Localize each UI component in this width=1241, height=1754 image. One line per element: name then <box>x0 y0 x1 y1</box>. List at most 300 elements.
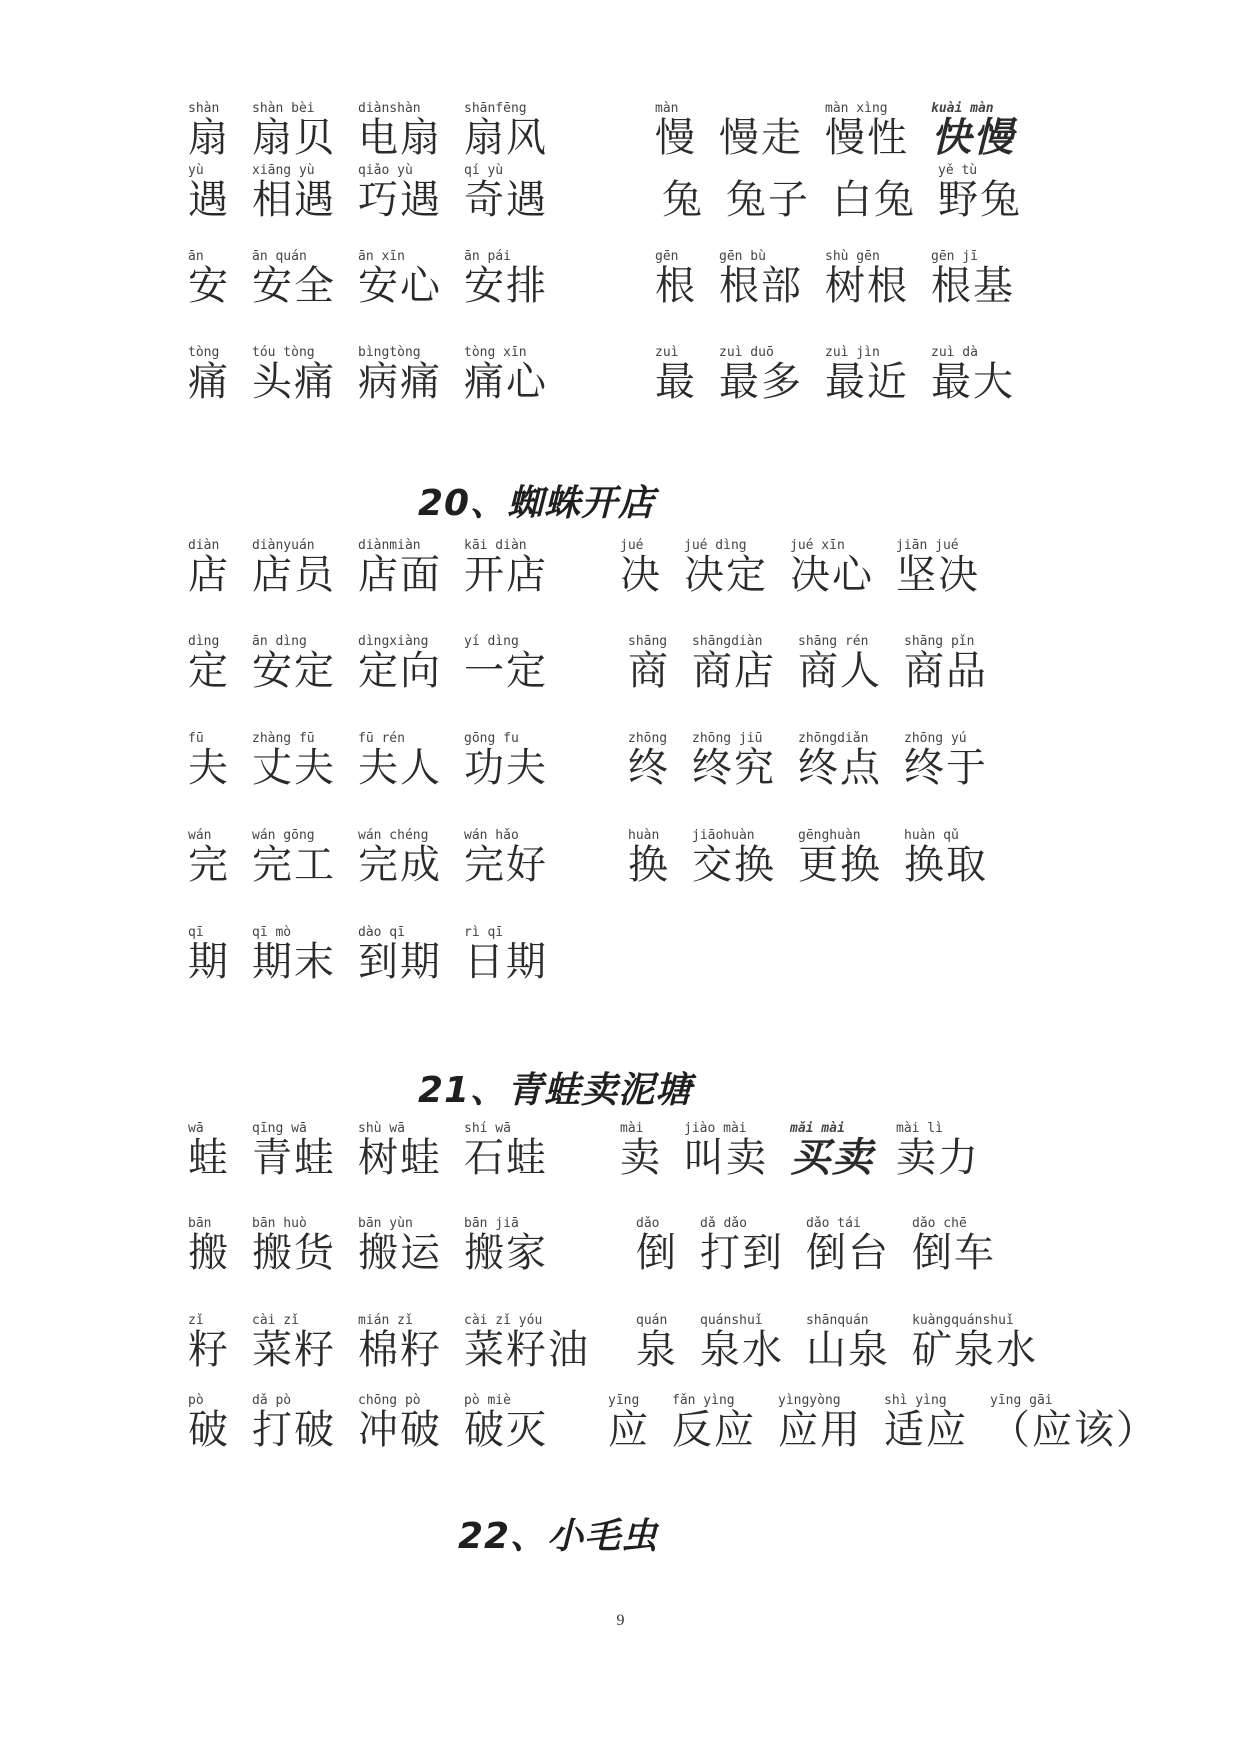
pinyin-text: jué <box>620 538 644 553</box>
hanzi-text: 日期 <box>464 939 548 985</box>
vocab-word <box>832 164 916 222</box>
hanzi-text: 决 <box>620 552 662 598</box>
vocab-word <box>931 102 1015 160</box>
vocab-row <box>628 829 1010 887</box>
pinyin-text: shāng pǐn <box>904 634 975 649</box>
vocab-word <box>358 250 442 308</box>
hanzi-text: 倒车 <box>912 1230 996 1276</box>
hanzi-text: 买卖 <box>790 1135 874 1181</box>
pinyin-text: bān yùn <box>358 1216 413 1231</box>
vocab-word <box>464 250 548 308</box>
pinyin-text: dǎo chē <box>912 1216 967 1231</box>
vocab-word <box>188 539 230 597</box>
vocab-word <box>636 1314 678 1372</box>
pinyin-text: fū <box>188 731 204 746</box>
vocab-word <box>672 1394 756 1452</box>
hanzi-text: 定向 <box>358 648 442 694</box>
hanzi-text: 安排 <box>464 263 548 309</box>
hanzi-text: 根部 <box>719 263 803 309</box>
pinyin-text: cài zǐ yóu <box>464 1313 543 1328</box>
pinyin-text: gēnghuàn <box>798 828 861 843</box>
vocab-word <box>358 1314 442 1372</box>
hanzi-text: 商 <box>628 648 670 694</box>
pinyin-text: zuì dà <box>931 345 978 360</box>
pinyin-text: jiāohuàn <box>692 828 755 843</box>
hanzi-text: 泉水 <box>700 1327 784 1373</box>
pinyin-text: bìngtòng <box>358 345 421 360</box>
pinyin-text: shāng <box>628 634 668 649</box>
pinyin-text: dào qī <box>358 925 405 940</box>
hanzi-text: 一定 <box>464 648 548 694</box>
hanzi-text: 交换 <box>692 842 776 888</box>
pinyin-text: qiǎo yù <box>358 163 413 178</box>
pinyin-text: zhōngdiǎn <box>798 731 869 746</box>
vocab-word <box>464 164 548 222</box>
hanzi-text: 夫人 <box>358 745 442 791</box>
hanzi-text: 泉 <box>636 1327 678 1373</box>
vocab-word <box>252 829 336 887</box>
vocab-word <box>912 1314 1038 1372</box>
pinyin-text: tòng xīn <box>464 345 527 360</box>
vocab-word <box>655 346 697 404</box>
vocab-word <box>358 1394 442 1452</box>
vocab-row <box>655 250 1037 308</box>
vocab-word <box>464 1314 590 1372</box>
hanzi-text: 痛 <box>188 359 230 405</box>
hanzi-text: 破 <box>188 1407 230 1453</box>
pinyin-text: zhōng jiū <box>692 731 763 746</box>
vocab-word <box>188 1122 230 1180</box>
vocab-word <box>726 164 810 222</box>
pinyin-text: dǎo <box>636 1216 660 1231</box>
vocab-row <box>608 1394 1180 1452</box>
vocab-word <box>684 1122 768 1180</box>
vocab-word <box>636 1217 678 1275</box>
hanzi-text: 应用 <box>778 1407 862 1453</box>
pinyin-text: wán gōng <box>252 828 315 843</box>
hanzi-text: 石蛙 <box>464 1135 548 1181</box>
hanzi-text: 搬运 <box>358 1230 442 1276</box>
vocab-word <box>464 829 548 887</box>
vocab-word <box>252 1217 336 1275</box>
pinyin-text: pò <box>188 1393 204 1408</box>
vocab-word <box>252 732 336 790</box>
hanzi-text: 快慢 <box>931 115 1015 161</box>
pinyin-text: qī mò <box>252 925 292 940</box>
pinyin-text: zhōng <box>628 731 668 746</box>
hanzi-text: 树蛙 <box>358 1135 442 1181</box>
pinyin-text: huàn qǔ <box>904 828 959 843</box>
vocab-row <box>636 1314 1060 1372</box>
hanzi-text: 头痛 <box>252 359 336 405</box>
pinyin-text: shù gēn <box>825 249 880 264</box>
hanzi-text: 安全 <box>252 263 336 309</box>
vocab-word <box>608 1394 650 1452</box>
vocab-word <box>904 635 988 693</box>
pinyin-text: zuì duō <box>719 345 774 360</box>
vocab-word <box>188 250 230 308</box>
vocab-word <box>628 635 670 693</box>
hanzi-text: 完好 <box>464 842 548 888</box>
pinyin-text: dǎ dǎo <box>700 1216 747 1231</box>
pinyin-text: màn xìng <box>825 101 888 116</box>
vocab-word <box>188 926 230 984</box>
vocab-word <box>806 1217 890 1275</box>
hanzi-text: 相遇 <box>252 177 336 223</box>
vocab-word <box>692 635 776 693</box>
pinyin-text: quánshuǐ <box>700 1313 763 1328</box>
hanzi-text: 完成 <box>358 842 442 888</box>
vocab-word <box>655 102 697 160</box>
hanzi-text: 最 <box>655 359 697 405</box>
hanzi-text: 慢性 <box>825 115 909 161</box>
vocab-word <box>719 250 803 308</box>
pinyin-text: gēn bù <box>719 249 766 264</box>
hanzi-text: 最大 <box>931 359 1015 405</box>
pinyin-text: yù <box>188 163 204 178</box>
vocab-row <box>662 164 1044 222</box>
pinyin-text: diàn <box>188 538 220 553</box>
vocab-word <box>684 539 768 597</box>
vocab-word <box>662 164 704 222</box>
pinyin-text: bān jiā <box>464 1216 519 1231</box>
vocab-word <box>252 1122 336 1180</box>
pinyin-text: jué dìng <box>684 538 747 553</box>
vocab-word <box>904 732 988 790</box>
hanzi-text: 矿泉水 <box>912 1327 1038 1373</box>
vocab-word <box>884 1394 968 1452</box>
pinyin-text: bān <box>188 1216 212 1231</box>
hanzi-text: 奇遇 <box>464 177 548 223</box>
pinyin-text: gōng fu <box>464 731 519 746</box>
pinyin-text: tòng <box>188 345 220 360</box>
vocab-row <box>188 102 570 160</box>
hanzi-text: 店面 <box>358 552 442 598</box>
pinyin-text: mián zǐ <box>358 1313 413 1328</box>
vocab-row <box>188 732 570 790</box>
vocab-word <box>188 1217 230 1275</box>
hanzi-text: 打到 <box>700 1230 784 1276</box>
pinyin-text: wán hǎo <box>464 828 519 843</box>
hanzi-text: 慢 <box>655 115 697 161</box>
hanzi-text: 搬货 <box>252 1230 336 1276</box>
vocab-word <box>990 1394 1158 1452</box>
lesson-heading: 21、青蛙卖泥塘 <box>418 1070 693 1111</box>
vocab-word <box>464 1217 548 1275</box>
vocab-word <box>655 250 697 308</box>
vocab-word <box>904 829 988 887</box>
hanzi-text: 兔子 <box>726 177 810 223</box>
vocab-word <box>358 635 442 693</box>
pinyin-text: rì qī <box>464 925 504 940</box>
pinyin-text: tóu tòng <box>252 345 315 360</box>
pinyin-text: fū rén <box>358 731 405 746</box>
vocab-word <box>358 732 442 790</box>
vocab-word <box>252 346 336 404</box>
pinyin-text: yí dìng <box>464 634 519 649</box>
pinyin-text: ān dìng <box>252 634 307 649</box>
hanzi-text: 根 <box>655 263 697 309</box>
pinyin-text: pò miè <box>464 1393 511 1408</box>
hanzi-text: 卖 <box>620 1135 662 1181</box>
vocab-word <box>896 1122 980 1180</box>
pinyin-text: yīng gāi <box>990 1393 1053 1408</box>
vocab-row <box>188 1314 612 1372</box>
hanzi-text: 商店 <box>692 648 776 694</box>
hanzi-text: 卖力 <box>896 1135 980 1181</box>
vocab-word <box>719 346 803 404</box>
vocab-word <box>825 102 909 160</box>
vocab-word <box>358 539 442 597</box>
hanzi-text: 树根 <box>825 263 909 309</box>
vocab-row <box>620 539 1002 597</box>
hanzi-text: 开店 <box>464 552 548 598</box>
pinyin-text: mǎi mài <box>790 1121 845 1136</box>
hanzi-text: 籽 <box>188 1327 230 1373</box>
hanzi-text: 期末 <box>252 939 336 985</box>
hanzi-text: 痛心 <box>464 359 548 405</box>
vocab-word <box>358 1217 442 1275</box>
hanzi-text: 终究 <box>692 745 776 791</box>
pinyin-text: kāi diàn <box>464 538 527 553</box>
hanzi-text: 换取 <box>904 842 988 888</box>
vocab-row <box>188 926 570 984</box>
vocab-word <box>896 539 980 597</box>
vocab-row <box>188 1217 570 1275</box>
hanzi-text: 安 <box>188 263 230 309</box>
pinyin-text: cài zǐ <box>252 1313 299 1328</box>
hanzi-text: 破灭 <box>464 1407 548 1453</box>
hanzi-text: 店员 <box>252 552 336 598</box>
pinyin-text: diànyuán <box>252 538 315 553</box>
vocab-word <box>798 829 882 887</box>
pinyin-text: zuì <box>655 345 679 360</box>
vocab-row <box>655 102 1037 160</box>
hanzi-text: 扇贝 <box>252 115 336 161</box>
lesson-heading: 22、小毛虫 <box>458 1516 659 1557</box>
pinyin-text: yìngyòng <box>778 1393 841 1408</box>
hanzi-text: 山泉 <box>806 1327 890 1373</box>
vocab-row <box>628 635 1010 693</box>
vocab-word <box>464 635 548 693</box>
hanzi-text: 菜籽油 <box>464 1327 590 1373</box>
hanzi-text: 期 <box>188 939 230 985</box>
pinyin-text: kuàngquánshuǐ <box>912 1313 1014 1328</box>
vocab-word <box>188 635 230 693</box>
vocab-word <box>188 102 230 160</box>
vocab-word <box>806 1314 890 1372</box>
pinyin-text: dìng <box>188 634 220 649</box>
vocab-word <box>700 1217 784 1275</box>
vocab-word <box>188 732 230 790</box>
pinyin-text: shàn <box>188 101 220 116</box>
pinyin-text: shù wā <box>358 1121 405 1136</box>
pinyin-text: diànshàn <box>358 101 421 116</box>
vocab-row <box>655 346 1037 404</box>
hanzi-text: 蛙 <box>188 1135 230 1181</box>
vocab-row <box>188 164 570 222</box>
hanzi-text: 反应 <box>672 1407 756 1453</box>
vocab-word <box>620 539 662 597</box>
vocab-word <box>188 346 230 404</box>
vocab-row <box>188 539 570 597</box>
vocab-word <box>719 102 803 160</box>
vocab-word <box>464 102 548 160</box>
pinyin-text: quán <box>636 1313 668 1328</box>
pinyin-text: dìngxiàng <box>358 634 429 649</box>
vocab-word <box>358 829 442 887</box>
vocab-word <box>252 1314 336 1372</box>
page-number: 9 <box>616 1612 625 1629</box>
vocab-row <box>188 635 570 693</box>
vocab-word <box>358 102 442 160</box>
hanzi-text: 扇风 <box>464 115 548 161</box>
vocab-row <box>188 250 570 308</box>
pinyin-text: dǎo tái <box>806 1216 861 1231</box>
pinyin-text: wán <box>188 828 212 843</box>
hanzi-text: 完 <box>188 842 230 888</box>
pinyin-text: jué xīn <box>790 538 845 553</box>
pinyin-text: shāng rén <box>798 634 869 649</box>
vocab-word <box>790 539 874 597</box>
pinyin-text: qīng wā <box>252 1121 307 1136</box>
lesson-heading: 20、蜘蛛开店 <box>418 483 656 524</box>
pinyin-text: xiāng yù <box>252 163 315 178</box>
vocab-word <box>188 829 230 887</box>
pinyin-text: chōng pò <box>358 1393 421 1408</box>
vocab-word <box>252 1394 336 1452</box>
pinyin-text: zhàng fū <box>252 731 315 746</box>
pinyin-text: yīng <box>608 1393 640 1408</box>
vocab-word <box>798 732 882 790</box>
hanzi-text: 冲破 <box>358 1407 442 1453</box>
vocab-word <box>938 164 1022 222</box>
hanzi-text: 棉籽 <box>358 1327 442 1373</box>
hanzi-text: 打破 <box>252 1407 336 1453</box>
vocab-word <box>825 250 909 308</box>
vocab-word <box>825 346 909 404</box>
hanzi-text: 决心 <box>790 552 874 598</box>
pinyin-text: huàn <box>628 828 660 843</box>
pinyin-text: shānfēng <box>464 101 527 116</box>
pinyin-text: gēn jī <box>931 249 978 264</box>
vocab-word <box>628 732 670 790</box>
hanzi-text: 应 <box>608 1407 650 1453</box>
pinyin-text: wā <box>188 1121 204 1136</box>
hanzi-text: 更换 <box>798 842 882 888</box>
vocab-row <box>188 829 570 887</box>
hanzi-text: 安心 <box>358 263 442 309</box>
hanzi-text: 倒 <box>636 1230 678 1276</box>
vocab-word <box>464 1122 548 1180</box>
hanzi-text: 兔 <box>662 177 704 223</box>
vocab-word <box>252 635 336 693</box>
pinyin-text: shàn bèi <box>252 101 315 116</box>
vocab-word <box>628 829 670 887</box>
pinyin-text: dǎ pò <box>252 1393 292 1408</box>
hanzi-text: 店 <box>188 552 230 598</box>
pinyin-text: shānquán <box>806 1313 869 1328</box>
hanzi-text: 商品 <box>904 648 988 694</box>
hanzi-text: 终点 <box>798 745 882 791</box>
hanzi-text: 适应 <box>884 1407 968 1453</box>
vocab-word <box>798 635 882 693</box>
hanzi-text: 菜籽 <box>252 1327 336 1373</box>
pinyin-text: wán chéng <box>358 828 429 843</box>
hanzi-text: 丈夫 <box>252 745 336 791</box>
vocab-word <box>464 1394 548 1452</box>
vocab-word <box>252 250 336 308</box>
hanzi-text: 巧遇 <box>358 177 442 223</box>
hanzi-text: 遇 <box>188 177 230 223</box>
hanzi-text: 完工 <box>252 842 336 888</box>
vocab-word <box>464 346 548 404</box>
hanzi-text: 终 <box>628 745 670 791</box>
pinyin-text: màn <box>655 101 679 116</box>
hanzi-text: 最多 <box>719 359 803 405</box>
pinyin-text: yě tù <box>938 163 978 178</box>
hanzi-text: 电扇 <box>358 115 442 161</box>
vocab-row <box>636 1217 1018 1275</box>
hanzi-text: 坚决 <box>896 552 980 598</box>
vocab-row <box>188 1122 570 1180</box>
pinyin-text: ān <box>188 249 204 264</box>
hanzi-text: 最近 <box>825 359 909 405</box>
vocab-word <box>188 164 230 222</box>
hanzi-text: 倒台 <box>806 1230 890 1276</box>
hanzi-text: 搬 <box>188 1230 230 1276</box>
vocab-word <box>358 164 442 222</box>
pinyin-text: jiān jué <box>896 538 959 553</box>
hanzi-text: 商人 <box>798 648 882 694</box>
vocab-word <box>692 732 776 790</box>
pinyin-text: zǐ <box>188 1313 204 1328</box>
vocab-row <box>620 1122 1002 1180</box>
pinyin-text: kuài màn <box>931 101 994 116</box>
hanzi-text: 青蛙 <box>252 1135 336 1181</box>
vocab-word <box>912 1217 996 1275</box>
pinyin-text: jiào mài <box>684 1121 747 1136</box>
pinyin-text: fǎn yìng <box>672 1393 735 1408</box>
hanzi-text: 换 <box>628 842 670 888</box>
vocab-row <box>188 1394 570 1452</box>
hanzi-text: 到期 <box>358 939 442 985</box>
pinyin-text: zhōng yú <box>904 731 967 746</box>
pinyin-text: ān xīn <box>358 249 405 264</box>
vocab-word <box>252 926 336 984</box>
vocab-row <box>628 732 1010 790</box>
vocab-word <box>188 1394 230 1452</box>
hanzi-text: 终于 <box>904 745 988 791</box>
hanzi-text: 功夫 <box>464 745 548 791</box>
hanzi-text: 夫 <box>188 745 230 791</box>
hanzi-text: 野兔 <box>938 177 1022 223</box>
vocab-word <box>931 250 1015 308</box>
hanzi-text: （应该） <box>990 1407 1158 1453</box>
hanzi-text: 扇 <box>188 115 230 161</box>
vocab-word <box>464 539 548 597</box>
vocab-word <box>700 1314 784 1372</box>
vocab-word <box>252 102 336 160</box>
pinyin-text: bān huò <box>252 1216 307 1231</box>
hanzi-text: 白兔 <box>832 177 916 223</box>
pinyin-text: qí yù <box>464 163 504 178</box>
vocab-word <box>464 926 548 984</box>
hanzi-text: 决定 <box>684 552 768 598</box>
pinyin-text: qī <box>188 925 204 940</box>
hanzi-text: 叫卖 <box>684 1135 768 1181</box>
hanzi-text: 搬家 <box>464 1230 548 1276</box>
